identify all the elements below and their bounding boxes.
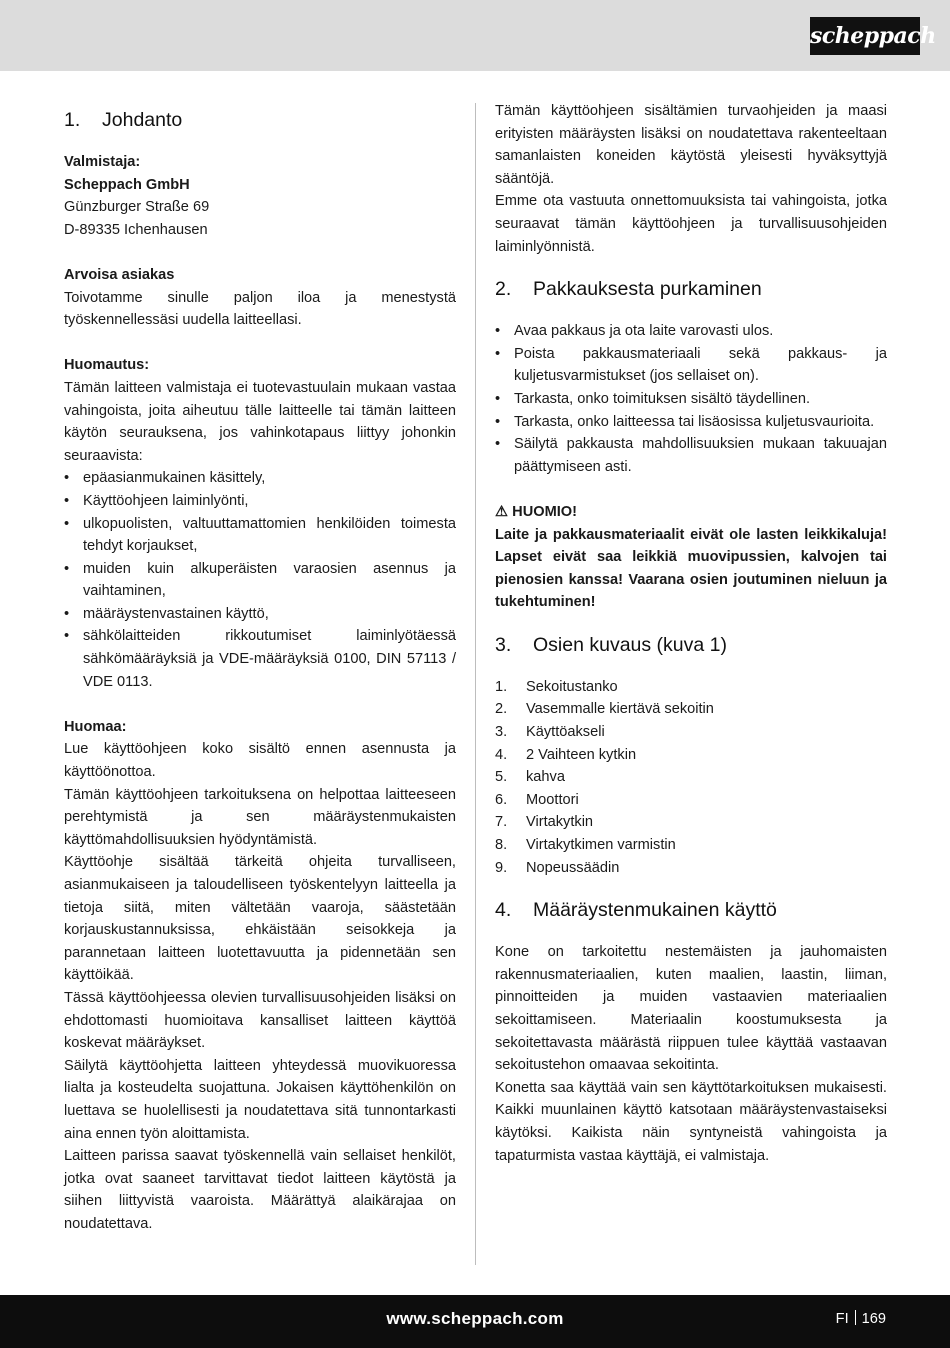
list-item: • muiden kuin alkuperäisten varaosien asennus ja vaihtaminen, (64, 558, 456, 603)
warning-text: Laite ja pakkausmateriaalit eivät ole lasten leikkikaluja! Lapset eivät saa leikkiä muovipussien, kalvojen tai pienosien kanssa! Vaarana osien joutuminen nieluun ja tukehtuminen! (495, 526, 887, 611)
list-item: 5. kahva (495, 769, 565, 786)
scheppach-logo: scheppach (810, 17, 920, 55)
notice-list (64, 467, 456, 693)
notice-text: Tämän laitteen valmistaja ei tuotevastuulain mukaan vastaa vahingoista, joita aiheutuu tälle laitteelle tai tämän laitteen käytön seurauksena, jos vahinkotapaus liittyy johonkin seuraavista: (64, 379, 456, 464)
manufacturer-label: Valmistaja: (64, 154, 141, 170)
parts-list (495, 676, 887, 879)
left-column (64, 100, 456, 1236)
manufacturer-street: Günzburger Straße 69 (64, 199, 210, 216)
warning-triangle-icon: ⚠ (495, 503, 509, 520)
header-bar (0, 0, 950, 71)
list-item: 2. Vasemmalle kiertävä sekoitin (495, 701, 714, 718)
note-paragraph: Tämän käyttöohjeen tarkoituksena on helpottaa laitteeseen perehtymistä ja sen määräystenmukaisten käyttömahdollisuuksien hyödyntämistä. (64, 786, 456, 848)
list-item: 4. 2 Vaihteen kytkin (495, 746, 637, 763)
list-item: 9. Nopeussäädin (495, 859, 620, 876)
list-item: 6. Moottori (495, 791, 579, 808)
list-item: • Säilytä pakkausta mahdollisuuksien mukaan takuuajan päättymiseen asti. (495, 433, 887, 478)
list-item: • Käyttöohjeen laiminlyönti, (64, 490, 456, 513)
list-item: • epäasianmukainen käsittely, (64, 467, 456, 490)
list-item: • määräystenvastainen käyttö, (64, 603, 456, 626)
list-item: • sähkölaitteiden rikkoutumiset laiminlyötäessä sähkömääräyksiä ja VDE-määräyksiä 0100, DIN 57113 / VDE 0113. (64, 625, 456, 693)
intro-paragraph: Tämän käyttöohjeen sisältämien turvaohjeiden ja maasi erityisten määräysten lisäksi on noudatettava rakenteeltaan samanlaisten koneiden käytöstä yleisesti hyväksyttyjä sääntöjä. (495, 103, 887, 187)
column-divider (475, 103, 476, 1265)
list-item: • Tarkasta, onko laitteessa tai lisäosissa kuljetusvaurioita. (495, 411, 887, 434)
note-paragraph: Laitteen parissa saavat työskennellä vain sellaiset henkilöt, jotka ovat saaneet tarvittavat tiedot laitteen käytöstä ja siihen liittyvistä vaaroista. Määrättyä alaikärajaa on noudatettava. (64, 1148, 456, 1232)
warning-label: ⚠ HUOMIO! (495, 503, 578, 520)
usage-paragraph: Kone on tarkoitettu nestemäisten ja jauhomaisten rakennusmateriaalien, kuten maalien, laastin, liiman, pinnoitteiden ja muiden vastaavien materiaalien sekoittamiseen. Materiaalin koostumuksesta ja sekoitettavasta määrästä riippuen tulee käyttää vastaavan sekoitustehon omaavaa sekoitinta. (495, 944, 887, 1074)
list-item: • ulkopuolisten, valtuuttamattomien henkilöiden toimesta tehdyt korjaukset, (64, 513, 456, 558)
manufacturer-city: D-89335 Ichenhausen (64, 221, 208, 238)
manufacturer-name: Scheppach GmbH (64, 176, 190, 193)
right-column (495, 100, 887, 1167)
list-item: 3. Käyttöakseli (495, 724, 605, 741)
list-item: 1. Sekoitustanko (495, 678, 618, 695)
greeting-text: Toivotamme sinulle paljon iloa ja menestystä työskennellessäsi uudella laitteellasi. (64, 289, 456, 329)
section-1-heading: 1. Johdanto (64, 109, 183, 131)
footer-bar (0, 1295, 950, 1348)
usage-paragraph: Konetta saa käyttää vain sen käyttötarkoituksen mukaisesti. Kaikki muunlainen käyttö katsotaan määräystenvastaiseksi käytöksi. Kaikista näin syntyneistä vahingoista ja tapaturmista vastaa käyttäjä, ei valmistaja. (495, 1079, 887, 1164)
note-paragraph: Lue käyttöohjeen koko sisältö ennen asennusta ja käyttöönottoa. (64, 741, 456, 781)
page-number: FI 169 (835, 1311, 886, 1327)
note-label: Huomaa: (64, 718, 127, 735)
note-paragraph: Tässä käyttöohjeessa olevien turvallisuusohjeiden lisäksi on ehdottomasti huomioitava kansalliset laitteen käyttöä koskevat määräykset. (64, 989, 456, 1052)
greeting-label: Arvoisa asiakas (64, 266, 175, 283)
list-item: • Avaa pakkaus ja ota laite varovasti ulos. (495, 320, 887, 343)
unpacking-list (495, 320, 887, 478)
intro-paragraph: Emme ota vastuuta onnettomuuksista tai vahingoista, jotka seuraavat tämän käyttöohjeen ja turvallisuusohjeiden laiminlyönnistä. (495, 193, 887, 255)
list-item: 7. Virtakytkin (495, 814, 594, 831)
section-4-heading: 4. Määräystenmukainen käyttö (495, 899, 777, 922)
section-2-heading: 2. Pakkauksesta purkaminen (495, 278, 762, 301)
list-item: 8. Virtakytkimen varmistin (495, 837, 676, 854)
list-item: • Poista pakkausmateriaali sekä pakkaus- ja kuljetusvarmistukset (jos sellaiset on). (495, 343, 887, 388)
footer-url[interactable]: www.scheppach.com (386, 1309, 564, 1328)
notice-label: Huomautus: (64, 357, 150, 374)
note-paragraph: Säilytä käyttöohjetta laitteen yhteydessä muovikuoressa lialta ja kosteudelta suojattuna. Jokaisen käyttöhenkilön on luettava se huolellisesti ja noudatettava sitä tunnontarkasti aina ennen työn aloittamista. (64, 1057, 456, 1142)
section-3-heading: 3. Osien kuvaus (kuva 1) (495, 633, 728, 656)
list-item: • Tarkasta, onko toimituksen sisältö täydellinen. (495, 388, 887, 411)
note-paragraph: Käyttöohje sisältää tärkeitä ohjeita turvalliseen, asianmukaiseen ja taloudelliseen työskentelyyn laitteella ja tietoja siitä, miten vältetään vaaroja, säästetään korjauskustannuksissa, ehkäistään seisokkeja ja parannetaan laitteen luotettavuutta ja pidennetään sen käyttöikää. (64, 854, 456, 984)
